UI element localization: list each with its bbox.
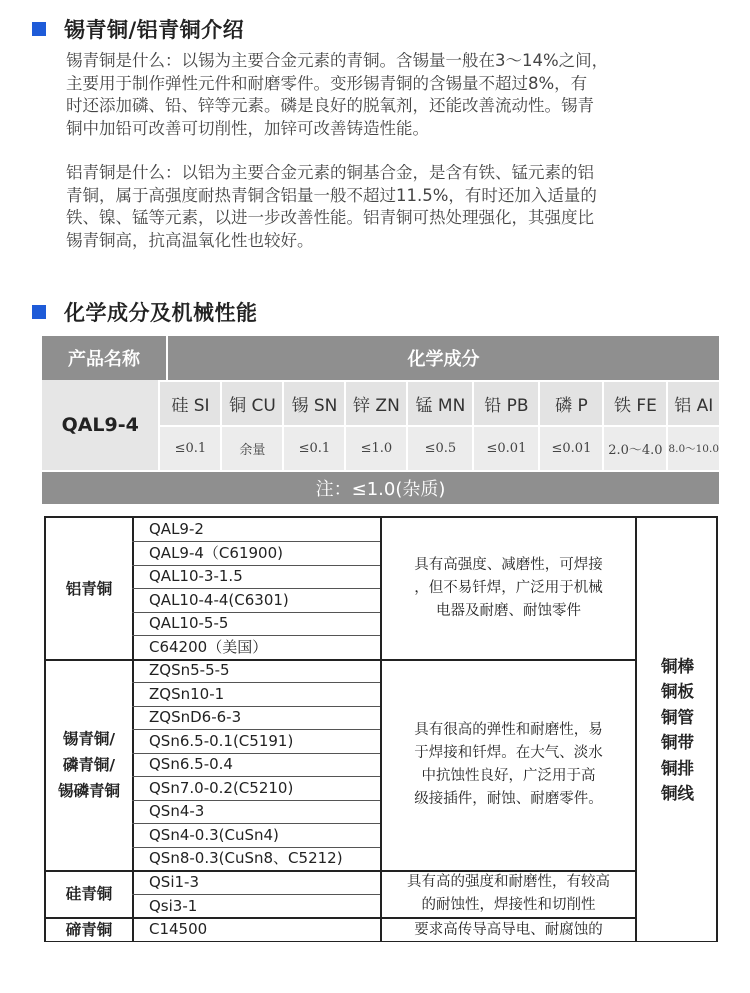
element-columns xyxy=(160,380,719,470)
text-line: 锡青铜是什么：以锡为主要合金元素的青铜。含锡量一般在3～14%之间， xyxy=(66,51,609,70)
category-tin-bronze xyxy=(46,660,132,870)
chem-section-header xyxy=(32,297,258,327)
chem-title: 化学成分及机械性能 xyxy=(64,301,258,325)
category-silicon-bronze: 硅青铜 xyxy=(65,885,113,903)
text-line: 铝青铜是什么：以铝为主要合金元素的铜基合金，是含有铁、锰元素的铝 xyxy=(66,163,594,182)
element-name: 铝 AI xyxy=(668,380,719,425)
description-line: 具有高的强度和耐磨性，有较高 xyxy=(407,874,610,890)
element-value: ≤0.1 xyxy=(160,425,220,470)
al-bronze-paragraph xyxy=(66,162,726,252)
category-aluminum-bronze: 铝青铜 xyxy=(65,579,113,598)
category-tellurium-bronze: 碲青铜 xyxy=(65,921,113,939)
grade-cell: C14500 xyxy=(149,920,208,938)
form-item: 铜管 xyxy=(661,707,694,727)
category-line: 磷青铜/ xyxy=(62,756,116,774)
grade-cell: QAL10-5-5 xyxy=(149,614,229,632)
description-line: 于焊接和钎焊。在大气、淡水 xyxy=(414,745,603,761)
element-name: 铁 FE xyxy=(604,380,666,425)
description-line: 电器及耐磨、耐蚀零件 xyxy=(436,603,581,619)
text-line: 主要用于制作弹性元件和耐磨零件。变形锡青铜的含锡量不超过8%，有 xyxy=(66,73,588,93)
intro-section-header xyxy=(32,14,244,44)
description-line: 的耐蚀性，焊接性和切削性 xyxy=(421,897,596,913)
intro-title: 锡青铜/铝青铜介绍 xyxy=(64,18,245,42)
description-silicon-bronze xyxy=(382,871,635,917)
element-value: ≤1.0 xyxy=(346,425,406,470)
element-value: ≤0.5 xyxy=(408,425,472,470)
text-line: 青铜，属于高强度耐热青铜含铝量一般不超过11.5%，有时还加入适量的 xyxy=(66,185,597,205)
text-line: 铜中加铅可改善可切削性，加锌可改善铸造性能。 xyxy=(66,118,429,138)
impurity-note: 注：≤1.0(杂质) xyxy=(42,472,719,504)
element-name: 铜 CU xyxy=(222,380,282,425)
grade-cell: QSn8-0.3(CuSn8、C5212) xyxy=(149,849,343,867)
element-value: ≤0.01 xyxy=(540,425,602,470)
description-line: ，但不易钎焊，广泛用于机械 xyxy=(414,580,603,596)
element-column xyxy=(408,380,474,470)
element-value: ≤0.01 xyxy=(474,425,538,470)
grade-cell: QSi1-3 xyxy=(149,873,199,891)
grade-cell: QSn6.5-0.4 xyxy=(149,755,233,773)
element-name: 锌 ZN xyxy=(346,380,406,425)
element-column xyxy=(284,380,346,470)
materials-table xyxy=(44,516,718,942)
element-column xyxy=(540,380,604,470)
grade-cell: ZQSn10-1 xyxy=(149,685,225,703)
grade-cell: QAL9-2 xyxy=(149,520,204,538)
chem-body-row xyxy=(42,380,719,470)
category-line: 锡青铜/ xyxy=(62,730,116,748)
element-column xyxy=(668,380,719,470)
grade-cell: QSn4-0.3(CuSn4) xyxy=(149,826,279,844)
element-name: 磷 P xyxy=(540,380,602,425)
form-item: 铜排 xyxy=(661,758,694,778)
grade-cell: Qsi3-1 xyxy=(149,897,198,915)
description-line: 级接插件，耐蚀、耐磨零件。 xyxy=(414,791,603,807)
grade-cell: QAL10-4-4(C6301) xyxy=(149,591,289,609)
text-line: 铁、镍、锰等元素，以进一步改善性能。铝青铜可热处理强化，其强度比 xyxy=(66,208,594,227)
element-column xyxy=(222,380,284,470)
form-item: 铜带 xyxy=(661,733,694,752)
element-value: 2.0～4.0 xyxy=(604,425,666,470)
grade-cell: QAL10-3-1.5 xyxy=(149,567,243,585)
grade-cell: QSn4-3 xyxy=(149,802,205,820)
text-line: 锡青铜高，抗高温氧化性也较好。 xyxy=(66,230,314,250)
chem-header-row xyxy=(42,336,719,380)
grade-cell: QSn6.5-0.1(C5191) xyxy=(149,732,294,750)
grade-cell: QSn7.0-0.2(C5210) xyxy=(149,779,294,797)
element-name: 硅 SI xyxy=(160,380,220,425)
grade-cell: C64200（美国） xyxy=(149,638,268,656)
element-value: 余量 xyxy=(222,425,282,470)
description-line: 具有很高的弹性和耐磨性，易 xyxy=(414,722,603,738)
description-tellurium-bronze: 要求高传导高导电、耐腐蚀的 xyxy=(414,921,603,938)
grade-cell: QAL9-4（C61900) xyxy=(149,544,283,562)
description-line: 具有高强度、减磨性，可焊接 xyxy=(414,557,603,573)
form-item: 铜板 xyxy=(661,682,694,701)
element-column xyxy=(346,380,408,470)
text-line: 时还添加磷、铅、锌等元素。磷是良好的脱氧剂，还能改善流动性。锡青 xyxy=(66,96,594,115)
composition-header: 化学成分 xyxy=(168,336,719,380)
product-forms-column xyxy=(637,518,718,942)
section-marker-icon xyxy=(32,22,46,36)
product-name-header: 产品名称 xyxy=(42,336,168,380)
element-value: 8.0～10.0 xyxy=(668,425,719,470)
form-item: 铜线 xyxy=(661,784,694,803)
element-column xyxy=(474,380,540,470)
element-name: 铅 PB xyxy=(474,380,538,425)
element-name: 锰 MN xyxy=(408,380,472,425)
chemical-composition-table xyxy=(42,336,719,504)
form-item: 铜棒 xyxy=(661,656,694,676)
element-column xyxy=(160,380,222,470)
section-marker-icon xyxy=(32,305,46,319)
element-value: ≤0.1 xyxy=(284,425,344,470)
element-name: 锡 SN xyxy=(284,380,344,425)
category-line: 锡磷青铜 xyxy=(57,782,120,800)
element-column xyxy=(604,380,668,470)
product-name: QAL9-4 xyxy=(42,380,160,470)
description-line: 中抗蚀性良好，广泛用于高 xyxy=(421,768,596,784)
grade-cell: ZQSnD6-6-3 xyxy=(149,708,242,726)
grade-cell: ZQSn5-5-5 xyxy=(149,661,230,679)
description-tin-bronze xyxy=(382,660,635,870)
tin-bronze-paragraph xyxy=(66,50,726,140)
description-aluminum-bronze xyxy=(382,518,635,659)
